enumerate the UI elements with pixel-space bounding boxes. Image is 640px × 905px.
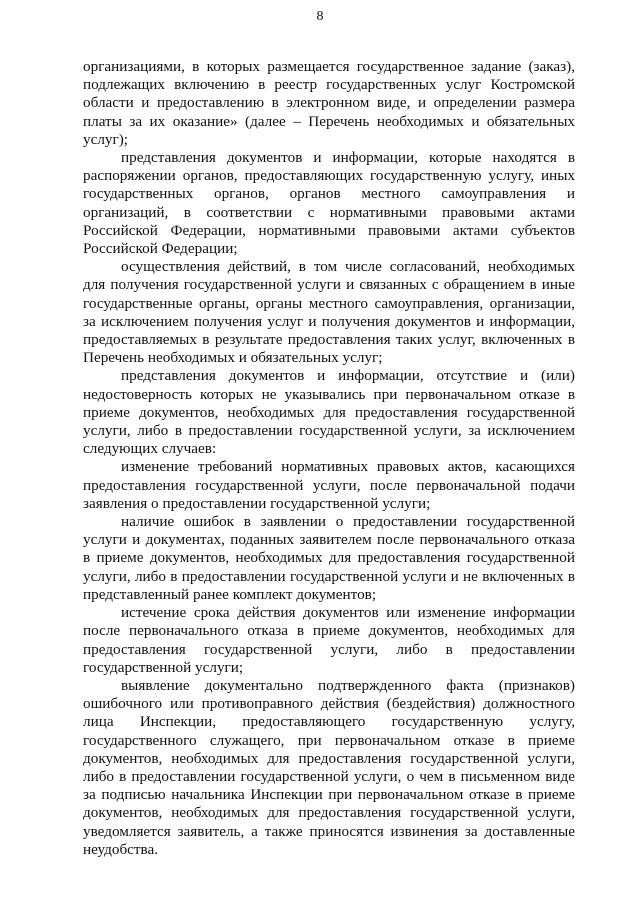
paragraph: осуществления действий, в том числе согласований, необходимых для получения государственной услуги и связанных с обращением в иные государственные органы, органы местного самоуправления, организации, за исключением получения услуг и получения документов и информации, предоставляемых в результате предоставления таких услуг, включенных в Перечень необходимых и обязательных услуг; [83, 258, 575, 367]
paragraph: представления документов и информации, отсутствие и (или) недостоверность которых не указывались при первоначальном отказе в приеме документов, необходимых для предоставления государственной услуги, либо в предоставлении государственной услуги, за исключением следующих случаев: [83, 367, 575, 458]
page-number: 8 [316, 9, 324, 24]
paragraph: организациями, в которых размещается государственное задание (заказ), подлежащих включению в реестр государственных услуг Костромской области и предоставлению в электронном виде, и определении размера платы за их оказание» (далее – Перечень необходимых и обязательных услуг); [83, 58, 575, 148]
paragraph: выявление документально подтвержденного факта (признаков) ошибочного или противоправного действия (бездействия) должностного лица Инспекции, предоставляющего государственную услугу, государственного служащего, при первоначальном отказе в приеме документов, необходимых для предоставления государственной услуги, либо в предоставлении государственной услуги, о чем в письменном виде за подписью начальника Инспекции при первоначальном отказе в приеме документов, необходимых для предоставления государственной услуги, уведомляется заявитель, а также приносятся извинения за доставленные неудобства. [83, 676, 575, 858]
paragraph: представления документов и информации, которые находятся в распоряжении органов, предоставляющих государственную услугу, иных государственных органов, органов местного самоуправления и организаций, в соответствии с нормативными правовыми актами Российской Федерации, нормативными правовыми актами субъектов Российской Федерации; [83, 149, 575, 258]
paragraph: изменение требований нормативных правовых актов, касающихся предоставления государственной услуги, после первоначальной подачи заявления о предоставлении государственной услуги; [83, 458, 575, 512]
paragraph: истечение срока действия документов или изменение информации после первоначального отказа в приеме документов, необходимых для предоставления государственной услуги, либо в предоставлении государственной услуги; [83, 604, 575, 676]
paragraph: наличие ошибок в заявлении о предоставлении государственной услуги и документах, поданных заявителем после первоначального отказа в приеме документов, необходимых для предоставления государственной услуги, либо в предоставлении государственной услуги и не включенных в представленный ранее комплект документов; [83, 513, 575, 603]
document-body [83, 58, 575, 859]
